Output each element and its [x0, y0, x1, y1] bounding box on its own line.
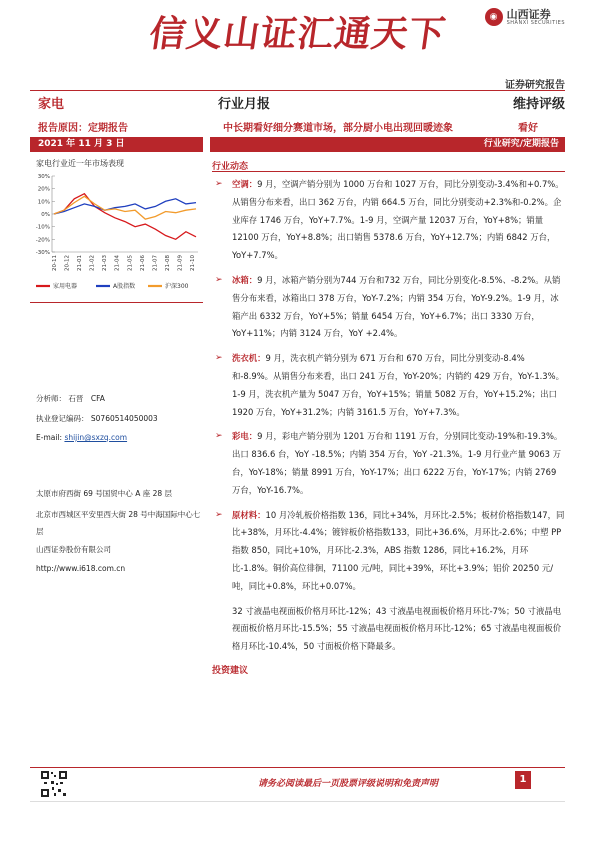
news-text: 9 月，彩电产销分别为 1201 万台和 1191 万台，分别同比变动-19%和-19.3%。出口 836.6 台，YoY -18.5%；内销 354 万台，YoY -21.3%。1-9 月行业产量 9063 万台，YoY-18%；销量 8991 万台，YoY-17%；出口 6222 万台，YoY-17%；内销 2769 万台，YoY-16.7%。 — [232, 431, 563, 495]
company-url[interactable]: http://www.i618.com.cn — [36, 564, 126, 573]
x-tick-label: 21-03 — [102, 255, 109, 271]
license-label: 执业登记编码： — [36, 414, 89, 423]
news-item-tv — [212, 428, 565, 499]
x-tick-label: 21-04 — [114, 255, 121, 271]
address-beijing: 北京市西城区平安里西大街 28 号中海国际中心七层 — [36, 510, 201, 536]
x-tick-label: 20-12 — [64, 255, 71, 271]
address-taiyuan: 太原市府西街 69 号国贸中心 A 座 28 层 — [36, 489, 173, 498]
email-link[interactable]: shijin@sxzq.com — [64, 433, 128, 442]
y-tick-label: -30% — [35, 250, 50, 256]
report-reason: 报告原因：定期报告 — [38, 123, 128, 134]
report-type: 证券研究报告 — [505, 80, 565, 91]
news-text: 9 月，洗衣机产销分别为 671 万台和 670 万台，同比分别变动-8.4%和-8.9%。从销售分布来看，出口 241 万台，YoY-20%；内销约 429 万台，YoY-1.3%。1-9 月，洗衣机产量为 5047 万台，YoY+15%；销量 5082 万台，YoY+15.2%；出口 1920 万台，YoY+31.2%；内销 3161.5 万台，YoY+7.3%。 — [232, 353, 564, 417]
x-tick-label: 21-06 — [139, 255, 146, 271]
industry-name: 家电 — [38, 97, 65, 112]
analyst-email-line — [36, 433, 127, 442]
footer-divider — [30, 767, 565, 768]
rating-label: 维持评级 — [512, 97, 565, 112]
series-line — [54, 194, 196, 240]
news-item-aircon — [212, 176, 565, 265]
analyst-name-line — [36, 393, 105, 404]
slogan: 信义山证汇通天下 — [146, 13, 449, 55]
legend-label: 家用电器 — [53, 283, 78, 290]
x-tick-label: 21-08 — [164, 255, 171, 271]
x-tick-label: 21-01 — [77, 255, 84, 271]
x-tick-label: 21-02 — [89, 255, 96, 271]
arrow-bullet-icon: ➢ — [215, 431, 223, 442]
logo-name-en: SHANXI SECURITIES — [506, 19, 565, 26]
footer-bottom-line — [30, 801, 565, 802]
news-item-materials — [212, 507, 565, 596]
news-keyword: 空调： — [232, 179, 258, 189]
section-title-industry-news: 行业动态 — [212, 162, 249, 172]
x-tick-label: 21-07 — [152, 255, 159, 271]
y-tick-label: 0% — [41, 212, 50, 218]
market-performance-chart — [30, 170, 203, 300]
news-text: 9 月，空调产销分别为 1000 万台和 1027 万台，同比分别变动-3.4%和+0.7%。从销售分布来看，出口 362 万台，内销 664.5 万台，同比分别变动+2.3%和-0.2%。企业库存 1746 万台，YoY+7.7%。1-9 月，空调产量 12037 万台，YoY+8%；销量 12100 万台，YoY+8.8%；出口销售 5378.6 万台，YoY+12.7%；内销 6842 万台，YoY+7.7%。 — [232, 179, 564, 261]
x-tick-label: 21-09 — [177, 255, 184, 271]
analyst-name: 石晋 CFA — [68, 394, 105, 403]
analyst-license-line — [36, 413, 158, 424]
news-keyword: 原材料： — [232, 509, 266, 520]
y-tick-label: -10% — [35, 224, 50, 231]
x-tick-label: 20-11 — [52, 255, 58, 271]
company-logo — [485, 8, 565, 26]
email-label: E-mail: — [36, 433, 63, 442]
news-item-washer — [212, 350, 565, 421]
rating-value: 看好 — [518, 123, 538, 134]
y-tick-label: 30% — [37, 174, 50, 180]
company-name: 山西证券股份有限公司 — [36, 545, 111, 554]
legend-label: 沪深300 — [165, 283, 189, 290]
page-number: 1 — [515, 771, 531, 789]
header-divider — [30, 90, 565, 91]
report-headline: 中长期看好细分赛道市场，部分厨小电出现回暖迹象 — [223, 123, 453, 134]
section-title-investment: 投资建议 — [212, 665, 249, 676]
arrow-bullet-icon: ➢ — [215, 509, 223, 520]
report-date: 2021 年 11 月 3 日 — [30, 137, 203, 152]
y-tick-label: -20% — [35, 237, 50, 244]
news-keyword: 洗衣机： — [232, 353, 266, 364]
report-category: 行业研究/定期报告 — [210, 137, 565, 152]
chart-divider — [30, 302, 203, 303]
disclaimer-notice: 请务必阅读最后一页股票评级说明和免责声明 — [258, 779, 439, 789]
news-item-fridge — [212, 272, 565, 343]
news-text: 9 月，冰箱产销分别为744 万台和732 万台，同比分别变化-8.5%、-8.2%。从销售分布来看，冰箱出口 378 万台，YoY-7.2%；内销 354 万台，YoY-9.2%。1-9 月，冰箱产出 6332 万台，YoY+5%；销量 6454 万台，YoY+6.7%；出口 3330 万台，YoY+11%；内销 3124 万台，YoY +2.4%。 — [232, 274, 561, 339]
news-text: 10 月冷轧板价格指数 136，同比+34%，月环比-2.5%；板材价格指数147，同比+38%，月环比-4.4%；镀锌板价格指数133，同比+36.6%，月环比-2.6%；中塑 PP 指数 850，同比+10%，月环比-2.3%，ABS 指数 1286，同比+16.2%，月环比-1.8%。铜价高位徘徊，71100 元/吨，同比+39%，环比+3.9%；铝价 20250 元/吨，同比+0.8%，环比+0.07%。 — [232, 509, 565, 591]
panel-price-paragraph: 32 寸液晶电视面板价格月环比-12%；43 寸液晶电视面板价格月环比-7%；50 寸液晶电视面板价格月环比-15.5%；55 寸液晶电视面板价格月环比-12%；65 寸液晶电视面板价格月环比-10.4%，50 寸面板价格下降最多。 — [232, 605, 562, 652]
y-tick-label: 10% — [37, 199, 50, 206]
arrow-bullet-icon: ➢ — [215, 179, 223, 189]
report-kind: 行业月报 — [218, 97, 271, 112]
y-tick-label: 20% — [37, 186, 50, 193]
x-tick-label: 21-05 — [127, 255, 134, 271]
analyst-name-label: 分析师： — [36, 394, 66, 403]
x-tick-label: 21-10 — [190, 255, 196, 271]
news-keyword: 彩电： — [232, 431, 258, 442]
arrow-bullet-icon: ➢ — [215, 274, 223, 285]
logo-name-cn: 山西证券 — [506, 7, 551, 21]
arrow-bullet-icon: ➢ — [215, 353, 223, 364]
news-keyword: 冰箱： — [232, 274, 258, 285]
chart-title: 家电行业近一年市场表现 — [36, 159, 124, 168]
main-content — [212, 176, 565, 681]
license-code: S0760514050003 — [90, 414, 158, 423]
qr-code-icon — [40, 770, 68, 798]
section-divider — [212, 171, 565, 172]
legend-label: A股指数 — [113, 283, 136, 290]
logo-icon: ◉ — [485, 8, 503, 26]
